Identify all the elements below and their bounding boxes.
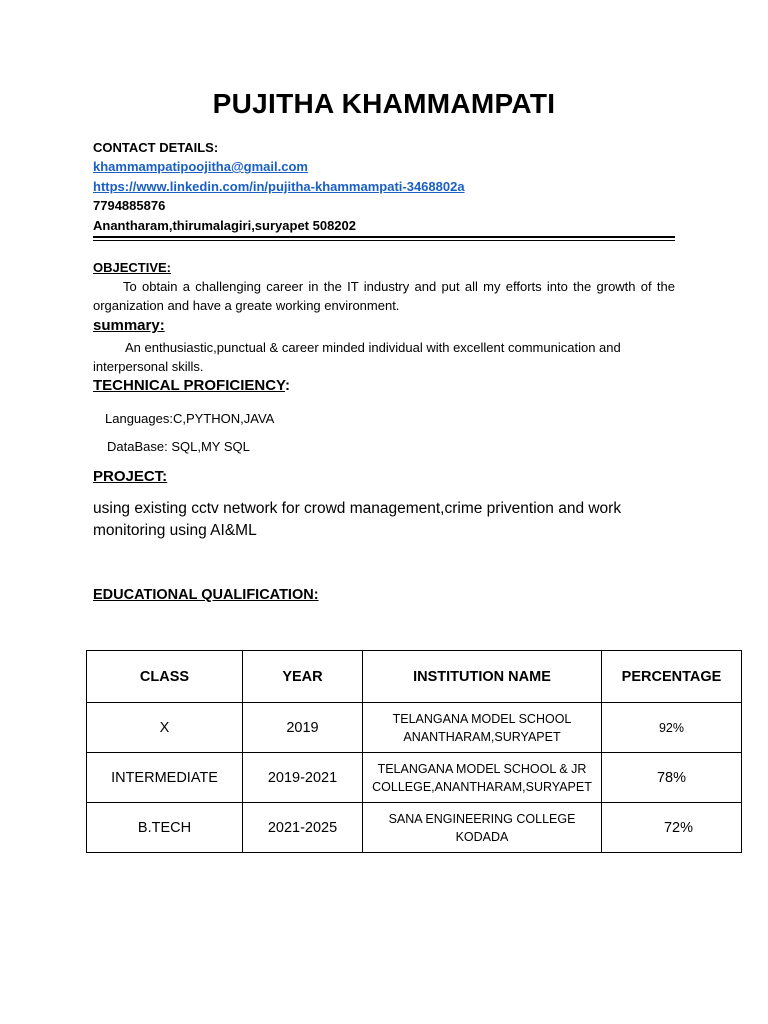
address: Anantharam,thirumalagiri,suryapet 508202 [93,218,356,233]
table-row [87,753,742,803]
languages: Languages:C,PYTHON,JAVA [105,411,275,426]
institution-line: KODADA [455,829,509,844]
cell-percentage: 72% [602,803,742,853]
cell-percentage: 78% [602,753,742,803]
col-year: YEAR [243,651,363,703]
project-heading: PROJECT: [93,468,168,485]
cell-class: X [87,703,243,753]
table-row [87,703,742,753]
email-link[interactable]: khammampatipoojitha@gmail.com [93,159,308,174]
institution-line: COLLEGE,ANANTHARAM,SURYAPET [372,779,592,794]
institution-line: TELANGANA MODEL SCHOOL & JR [377,761,587,776]
technical-colon: : [284,377,290,394]
cell-institution [363,753,602,803]
linkedin-link[interactable]: https://www.linkedin.com/in/pujitha-khammampati-3468802a [93,179,465,194]
cell-year: 2019-2021 [243,753,363,803]
cell-class: INTERMEDIATE [87,753,243,803]
col-class: CLASS [87,651,243,703]
table-row [87,803,742,853]
institution-line: SANA ENGINEERING COLLEGE [388,811,576,826]
summary-text: An enthusiastic,punctual & career minded individual with excellent communication and interpersonal skills. [93,340,621,374]
cell-percentage: 92% [602,703,742,753]
contact-heading: CONTACT DETAILS: [93,140,219,155]
summary-heading: summary: [93,317,165,334]
education-heading: EDUCATIONAL QUALIFICATION: [93,587,319,603]
col-percentage: PERCENTAGE [602,651,742,703]
objective-text: To obtain a challenging career in the IT industry and put all my efforts into the growth of the organization and have a greate working environment. [93,279,675,313]
divider [93,236,675,241]
cell-year: 2021-2025 [243,803,363,853]
cell-class: B.TECH [87,803,243,853]
cell-institution [363,703,602,753]
technical-heading-wrap [93,377,290,394]
table-header-row [87,651,742,703]
education-table [86,650,742,853]
cell-institution [363,803,602,853]
institution-line: ANANTHARAM,SURYAPET [403,729,561,744]
technical-heading: TECHNICAL PROFICIENCY [93,377,285,394]
phone: 7794885876 [93,198,166,213]
cell-year: 2019 [243,703,363,753]
resume-name: PUJITHA KHAMMAMPATI [212,88,556,119]
col-institution: INSTITUTION NAME [363,651,602,703]
project-text: using existing cctv network for crowd management,crime privention and work monitoring using AI&ML [93,500,622,539]
institution-line: TELANGANA MODEL SCHOOL [392,711,572,726]
database: DataBase: SQL,MY SQL [107,439,250,454]
objective-heading: OBJECTIVE: [93,260,172,275]
